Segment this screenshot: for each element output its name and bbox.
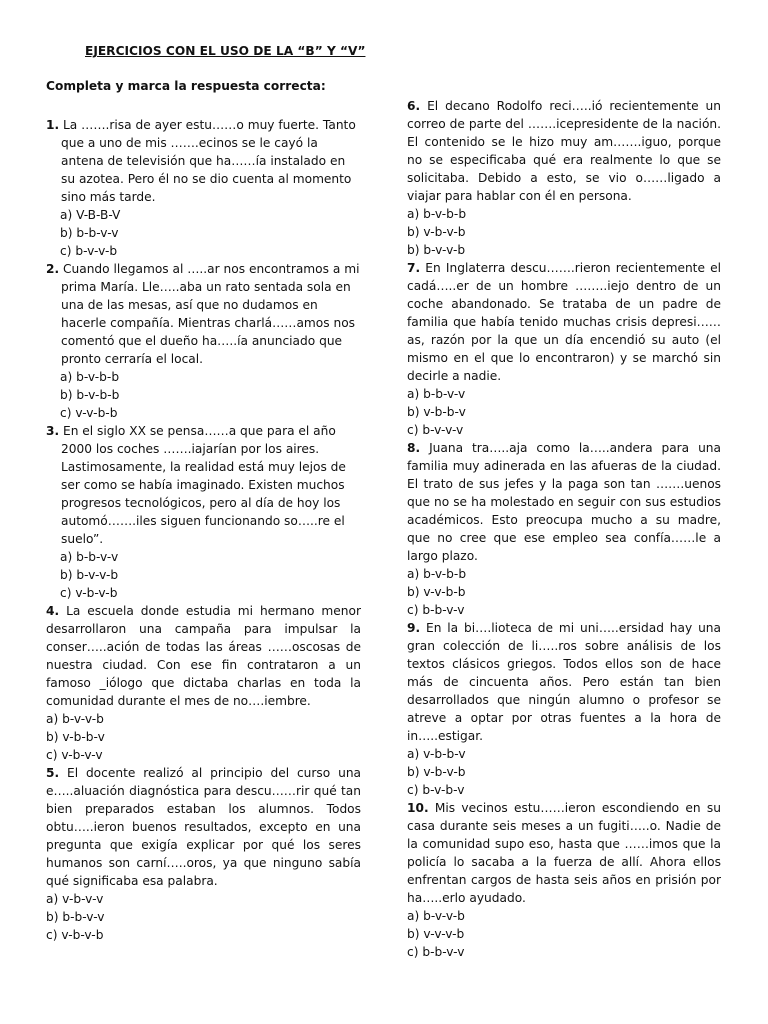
- answer-options: [407, 907, 721, 961]
- option-b[interactable]: b) b-v-v-b: [60, 568, 119, 582]
- answer-options: [407, 565, 721, 619]
- question-number: 10.: [407, 801, 429, 815]
- option-b[interactable]: b) v-b-v-b: [407, 765, 466, 779]
- question-3: [46, 422, 361, 602]
- question-number: 4.: [46, 604, 60, 618]
- question-4: [46, 602, 361, 764]
- question-number: 2.: [46, 262, 60, 276]
- option-c[interactable]: c) v-b-v-v: [46, 748, 103, 762]
- answer-options: [46, 710, 361, 764]
- question-7: [407, 259, 721, 439]
- page-title: EJERCICIOS CON EL USO DE LA “B” Y “V”: [85, 44, 366, 58]
- question-1: [46, 116, 361, 260]
- question-10: [407, 799, 721, 961]
- question-text: Cuando llegamos al …..ar nos encontramos a mi prima María. Lle…..aba un rato sentada sola en una de las mesas, así que no dudamos en hacerle compañía. Mientras charlá……amos nos comentó que el dueño ha…..ía anunciado que pronto cerraría el local.: [61, 262, 360, 366]
- option-c[interactable]: c) v-b-v-b: [46, 928, 104, 942]
- right-column: [407, 97, 721, 961]
- option-a[interactable]: a) b-v-v-b: [46, 712, 104, 726]
- option-c[interactable]: b) b-v-v-b: [407, 243, 466, 257]
- question-text: En la bi….lioteca de mi uni…..ersidad hay una gran colección de li…..ros sobre análisis de los textos clásicos griegos. Todos ellos son de hace más de cincuenta años. Pero están tan bien desarrollados que ningún alumno o profesor se atreve a optar por otras fuentes a la hora de in…..estigar.: [407, 621, 721, 743]
- question-text: En el siglo XX se pensa……a que para el año 2000 los coches …….iajarían por los aires. Lastimosamente, la realidad está muy lejos de ser como se había imaginado. Existen muchos progresos tecnológicos, pero al día de hoy los automó…….iles siguen funcionando so…..re el suelo”.: [61, 424, 346, 546]
- question-6: [407, 97, 721, 259]
- answer-options: [407, 205, 721, 259]
- question-5: [46, 764, 361, 944]
- answer-options: [46, 206, 361, 260]
- option-b[interactable]: b) v-v-b-b: [407, 585, 466, 599]
- question-text: El decano Rodolfo reci…..ió recientemente un correo de parte del …….icepresidente de la nación. El contenido se le hizo muy am…….iguo, porque no se especificaba qué era realmente lo que se solicitaba. Debido a esto, se vio o……ligado a viajar para hablar con él en persona.: [407, 99, 722, 203]
- option-c[interactable]: c) b-v-v-b: [60, 244, 118, 258]
- option-a[interactable]: a) b-v-b-b: [407, 207, 467, 221]
- question-number: 7.: [407, 261, 421, 275]
- question-number: 1.: [46, 118, 60, 132]
- left-column: [46, 116, 361, 944]
- option-b[interactable]: b) v-b-b-v: [407, 405, 466, 419]
- option-b[interactable]: b) b-b-v-v: [60, 226, 119, 240]
- question-number: 5.: [46, 766, 60, 780]
- instructions: Completa y marca la respuesta correcta:: [46, 79, 326, 93]
- option-a[interactable]: a) V-B-B-V: [60, 208, 121, 222]
- question-2: [46, 260, 361, 422]
- answer-options: [46, 890, 361, 944]
- answer-options: [407, 385, 721, 439]
- option-a[interactable]: a) b-v-b-b: [60, 370, 120, 384]
- option-a[interactable]: a) b-v-v-b: [407, 909, 465, 923]
- question-text: Mis vecinos estu……ieron escondiendo en su casa durante seis meses a un fugiti…..o. Nadie de la comunidad supo eso, hasta que ……imos que la policía lo sacaba a la fuerza de allí. Ahora ellos enfrentan cargos de hasta seis años en prisión por ha…..erlo ayudado.: [407, 801, 722, 905]
- option-a[interactable]: a) b-v-b-b: [407, 567, 467, 581]
- question-number: 9.: [407, 621, 421, 635]
- question-text: El docente realizó al principio del curso una e…..aluación diagnóstica para descu……rir qué tan bien preparados estaban los alumnos. Todos obtu…..ieron buenos resultados, excepto en una pregunta que exigía explicar por qué los seres humanos son carní…..oros, ya que ninguno sabía qué significaba esa palabra.: [46, 766, 362, 888]
- question-9: [407, 619, 721, 799]
- question-text: En Inglaterra descu…….rieron recientemente el cadá…..er de un hombre ……..iejo dentro de un coche abandonado. Se trataba de un padre de familia que había tenido muchas crisis depresi……as, razón por la que un día encendió su auto (el mismo en el que lo encontraron) y se marchó sin decirle a nadie.: [407, 261, 722, 383]
- option-c[interactable]: c) b-v-v-v: [407, 423, 464, 437]
- question-text: Juana tra…..aja como la…..andera para una familia muy adinerada en las afueras de la ciudad. El trato de sus jefes y la paga son tan …….uenos que no se ha molestado en seguir con sus estudios académicos. Esto preocupa mucho a su madre, que no cree que ese empleo sea confía……le a largo plazo.: [407, 441, 721, 563]
- option-b[interactable]: b) v-v-v-b: [407, 927, 465, 941]
- option-c[interactable]: c) b-b-v-v: [407, 603, 465, 617]
- option-a[interactable]: a) v-b-v-v: [46, 892, 104, 906]
- option-c[interactable]: c) v-b-v-b: [60, 586, 118, 600]
- answer-options: [407, 745, 721, 799]
- question-number: 8.: [407, 441, 421, 455]
- option-c[interactable]: c) b-b-v-v: [407, 945, 465, 959]
- option-a[interactable]: a) v-b-b-v: [407, 747, 466, 761]
- question-text: La …….risa de ayer estu……o muy fuerte. Tanto que a uno de mis …….ecinos se le cayó la antena de televisión que ha……ía instalado en su azotea. Pero él no se dio cuenta al momento sino más tarde.: [61, 118, 356, 204]
- option-a[interactable]: a) b-b-v-v: [407, 387, 466, 401]
- option-b[interactable]: b) v-b-v-b: [407, 225, 466, 239]
- answer-options: [46, 548, 361, 602]
- option-c[interactable]: c) b-v-b-v: [407, 783, 465, 797]
- option-a[interactable]: a) b-b-v-v: [60, 550, 119, 564]
- option-c[interactable]: c) v-v-b-b: [60, 406, 118, 420]
- option-b[interactable]: b) v-b-b-v: [46, 730, 105, 744]
- question-8: [407, 439, 721, 619]
- answer-options: [46, 368, 361, 422]
- question-text: La escuela donde estudia mi hermano menor desarrollaron una campaña para impulsar la conser…..ación de todas las áreas ……oscosas de nuestra ciudad. Con ese fin contrataron a un famoso _iólogo que dictaba charlas en toda la comunidad durante el mes de no….iembre.: [46, 604, 361, 708]
- question-number: 3.: [46, 424, 60, 438]
- question-number: 6.: [407, 99, 421, 113]
- option-b[interactable]: b) b-v-b-b: [60, 388, 120, 402]
- option-b[interactable]: b) b-b-v-v: [46, 910, 105, 924]
